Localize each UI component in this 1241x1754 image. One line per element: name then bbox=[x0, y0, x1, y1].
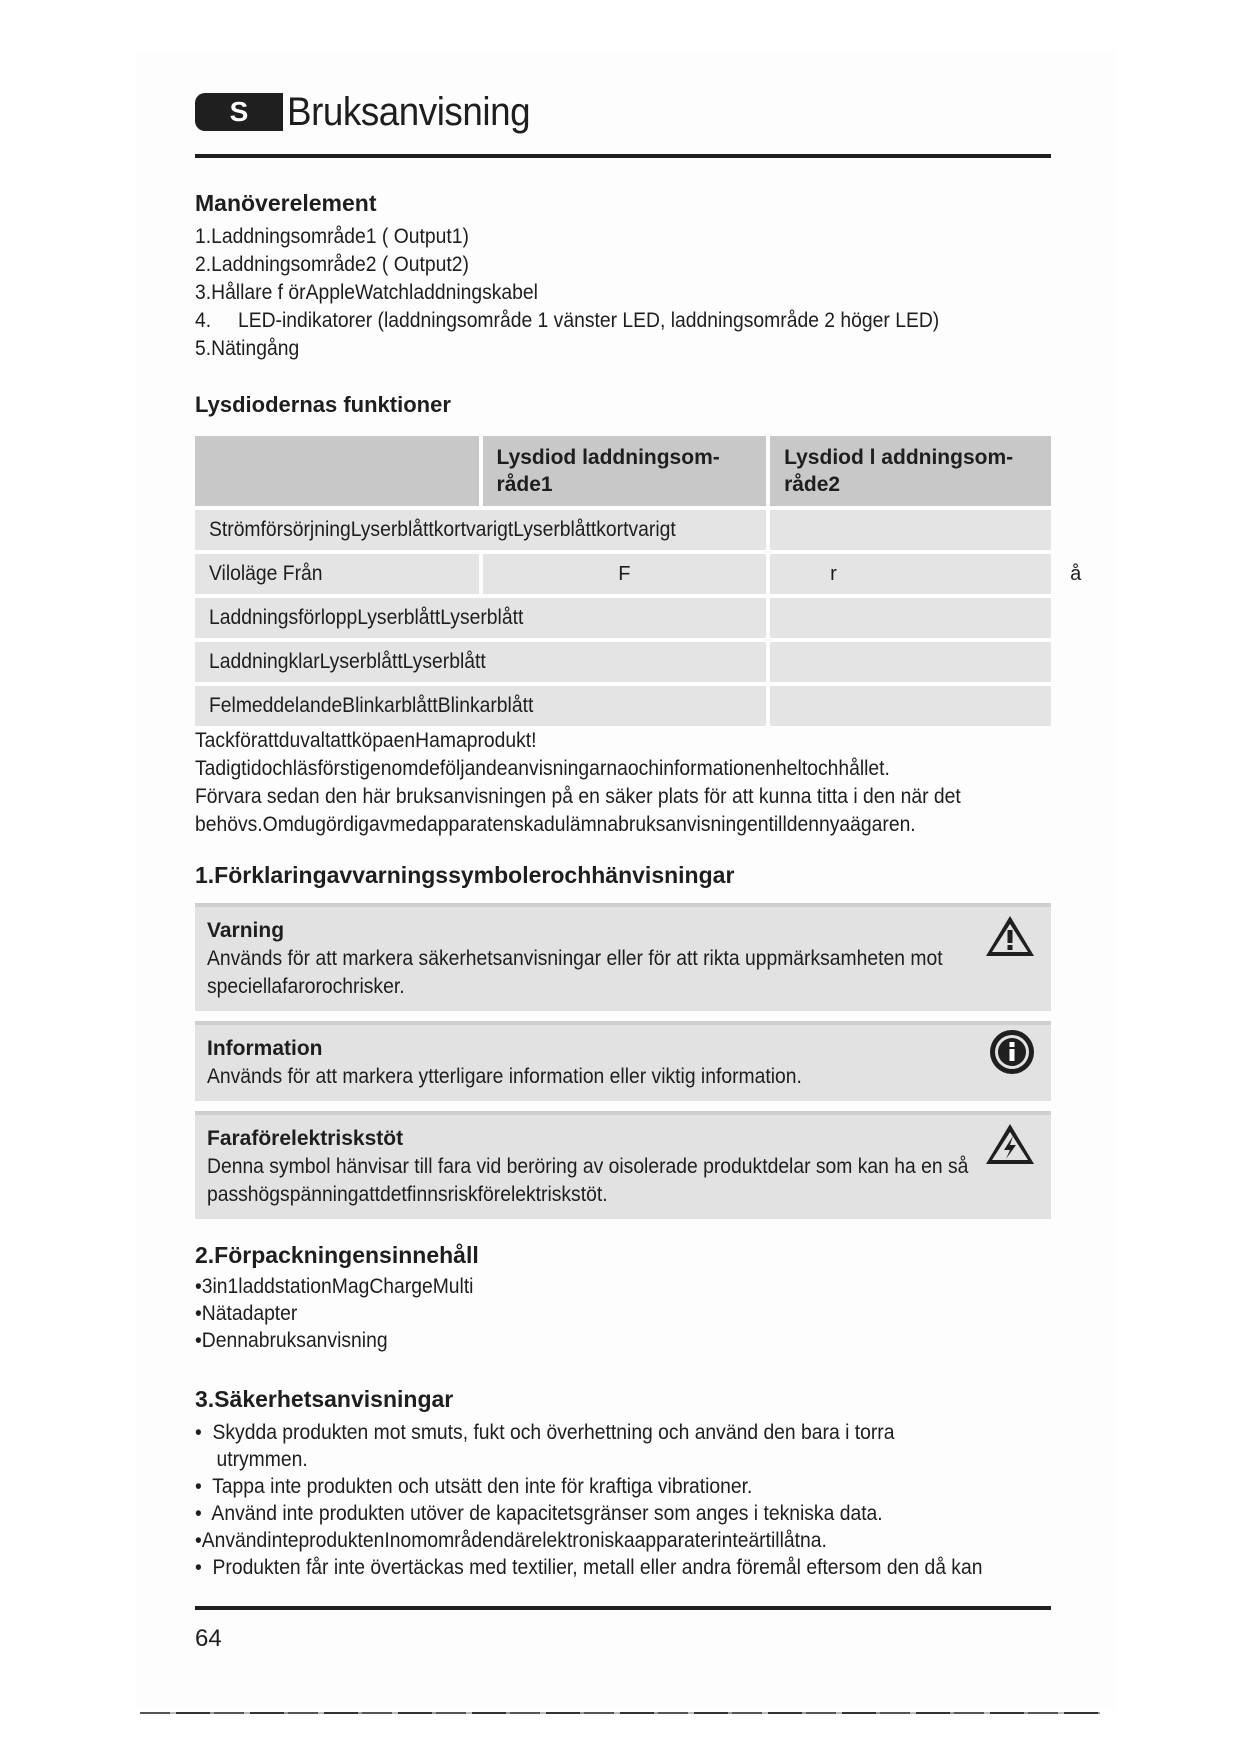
package-contents-list bbox=[195, 1273, 1051, 1354]
warning-box bbox=[195, 903, 1051, 1011]
led-header-empty bbox=[195, 436, 479, 506]
table-row bbox=[195, 554, 1051, 594]
box-text: passhögspänningattdetfinnsriskförelektriskstöt. bbox=[207, 1183, 608, 1206]
warning-icon bbox=[983, 913, 1037, 959]
led-row-cell: Viloläge Från bbox=[195, 554, 479, 594]
led-table-header bbox=[195, 436, 1051, 506]
page-title: Bruksanvisning bbox=[287, 89, 531, 134]
led-table bbox=[191, 432, 1082, 730]
led-row-cell: r å bbox=[770, 554, 1051, 594]
led-row-cell: FelmeddelandeBlinkarblåttBlinkarblått bbox=[195, 686, 766, 726]
safety-section bbox=[195, 1386, 1051, 1581]
led-row-cell: StrömförsörjningLyserblåttkortvarigtLyserblåttkortvarigt bbox=[195, 510, 766, 550]
box-text: speciellafarorochrisker. bbox=[207, 975, 405, 998]
list-item: •3in1laddstationMagChargeMulti bbox=[195, 1275, 474, 1298]
intro-text bbox=[195, 727, 1051, 839]
table-row bbox=[195, 642, 1051, 682]
controls-item: 5.Nätingång bbox=[195, 337, 300, 360]
led-row-cell: LaddningsförloppLyserblåttLyserblått bbox=[195, 598, 766, 638]
list-item: • Skydda produkten mot smuts, fukt och överhettning och använd den bara i torra bbox=[195, 1421, 895, 1444]
led-row-cell bbox=[770, 642, 1051, 682]
table-row bbox=[195, 598, 1051, 638]
intro-line: Tadigtidochläsförstigenomdeföljandeanvisningarnaochinformationenheltochhållet. bbox=[195, 757, 890, 780]
led-row-cell bbox=[770, 598, 1051, 638]
language-badge: S bbox=[195, 93, 283, 131]
led-section bbox=[195, 392, 1082, 730]
controls-item: 2.Laddningsområde2 ( Output2) bbox=[195, 253, 469, 276]
box-text: Denna symbol hänvisar till fara vid beröring av oisolerade produktdelar som kan ha en så bbox=[207, 1155, 969, 1178]
safety-list bbox=[195, 1419, 1051, 1581]
box-title: Varning bbox=[207, 919, 285, 942]
package-contents-section bbox=[195, 1242, 1051, 1354]
warning-symbols-section bbox=[195, 862, 1051, 1229]
list-item: • Använd inte produkten utöver de kapacitetsgränser som anges i tekniska data. bbox=[195, 1502, 883, 1525]
intro-line: Förvara sedan den här bruksanvisningen på en säker plats för att kunna titta i den när det bbox=[195, 785, 961, 808]
led-row-cell: F bbox=[483, 554, 767, 594]
page-number: 64 bbox=[195, 1625, 222, 1652]
info-icon bbox=[987, 1027, 1037, 1077]
box-title: Information bbox=[207, 1037, 323, 1060]
led-header-area2: Lysdiod l addningsom- råde2 bbox=[770, 436, 1051, 506]
section1-heading: 1.Förklaringavvarningssymbolerochhänvisningar bbox=[195, 862, 735, 888]
information-box bbox=[195, 1021, 1051, 1101]
list-item: •Dennabruksanvisning bbox=[195, 1329, 388, 1352]
controls-item: 3.Hållare f örAppleWatchladdningskabel bbox=[195, 281, 538, 304]
box-text: Används för att markera ytterligare information eller viktig information. bbox=[207, 1065, 802, 1088]
footer-rule bbox=[195, 1606, 1051, 1610]
list-item: utrymmen. bbox=[195, 1448, 308, 1471]
box-title: Faraförelektriskstöt bbox=[207, 1127, 404, 1150]
intro-line: behövs.Omdugördigavmedapparatenskadulämnabruksanvisningentilldennyaägaren. bbox=[195, 813, 916, 836]
led-row-cell: LaddningklarLyserblåttLyserblått bbox=[195, 642, 766, 682]
table-row bbox=[195, 510, 1051, 550]
list-item: •AnvändinteproduktenInomområdendärelektroniskaapparaterinteärtillåtna. bbox=[195, 1529, 827, 1552]
controls-section bbox=[195, 190, 1051, 363]
led-header-area1: Lysdiod laddningsom- råde1 bbox=[483, 436, 767, 506]
section3-heading: 3.Säkerhetsanvisningar bbox=[195, 1386, 454, 1412]
led-heading: Lysdiodernas funktioner bbox=[195, 392, 451, 417]
page-header bbox=[195, 86, 1055, 138]
led-row-cell bbox=[770, 686, 1051, 726]
section2-heading: 2.Förpackningensinnehåll bbox=[195, 1242, 479, 1268]
controls-item: 1.Laddningsområde1 ( Output1) bbox=[195, 225, 469, 248]
scan-artifact-line bbox=[140, 1712, 1100, 1714]
intro-line: TackförattduvaltattköpaenHamaprodukt! bbox=[195, 729, 537, 752]
list-item: • Produkten får inte övertäckas med textilier, metall eller andra föremål eftersom den då kan bbox=[195, 1556, 983, 1579]
controls-item: 4. LED-indikatorer (laddningsområde 1 vänster LED, laddningsområde 2 höger LED) bbox=[195, 309, 940, 332]
electric-shock-box bbox=[195, 1111, 1051, 1219]
list-item: • Tappa inte produkten och utsätt den inte för kraftiga vibrationer. bbox=[195, 1475, 753, 1498]
table-row bbox=[195, 686, 1051, 726]
list-item: •Nätadapter bbox=[195, 1302, 298, 1325]
controls-heading: Manöverelement bbox=[195, 190, 377, 216]
electric-shock-icon bbox=[983, 1121, 1037, 1167]
box-text: Används för att markera säkerhetsanvisningar eller för att rikta uppmärksamheten mot bbox=[207, 947, 943, 970]
led-row-cell bbox=[770, 510, 1051, 550]
header-rule bbox=[195, 154, 1051, 158]
